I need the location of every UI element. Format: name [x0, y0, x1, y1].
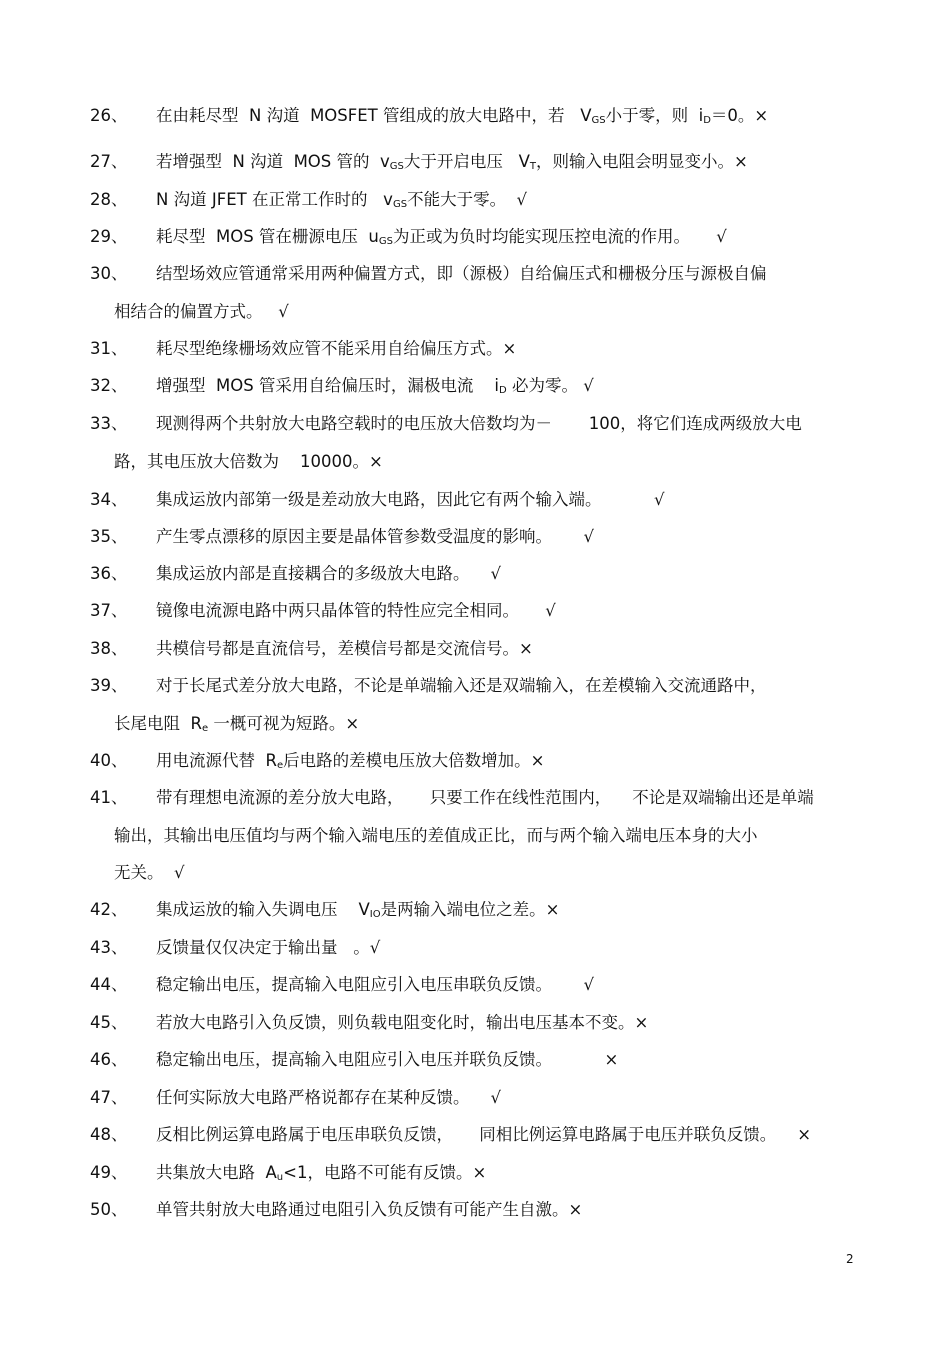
question-text	[156, 975, 594, 995]
subscript: GS	[392, 199, 408, 210]
question-text-continuation	[114, 452, 383, 472]
text-segment: 集成运放的输入失调电压 V	[156, 900, 370, 919]
question-number: 33、	[90, 414, 128, 433]
text-segment: 现测得两个共射放大电路空载时的电压放大倍数均为－ 100，将它们连成两级放大电	[156, 414, 802, 433]
text-segment: 单管共射放大电路通过电阻引入负反馈有可能产生自激。×	[156, 1200, 583, 1219]
subscript: T	[529, 161, 537, 172]
text-segment: 无关。 √	[114, 863, 185, 882]
text-segment: 若放大电路引入负反馈，则负载电阻变化时，输出电压基本不变。×	[156, 1013, 649, 1032]
text-segment: 耗尽型绝缘栅场效应管不能采用自给偏压方式。×	[156, 339, 517, 358]
question-number: 26、	[90, 106, 128, 125]
text-segment: 任何实际放大电路严格说都存在某种反馈。 √	[156, 1088, 501, 1107]
question-number: 34、	[90, 490, 128, 509]
question-number: 46、	[90, 1050, 128, 1069]
question-number: 50、	[90, 1200, 128, 1219]
question-text	[156, 676, 767, 696]
text-segment: 结型场效应管通常采用两种偏置方式，即（源极）自给偏压式和栅极分压与源极自偏	[156, 264, 767, 283]
question-text	[156, 1050, 618, 1070]
question-text	[156, 527, 594, 547]
text-segment: 大于开启电压 V	[403, 152, 530, 171]
question-text-continuation	[114, 826, 758, 846]
text-segment: 相结合的偏置方式。 √	[114, 301, 289, 321]
text-segment: 反馈量仅仅决定于输出量 。√	[156, 938, 381, 957]
question-text	[156, 152, 748, 175]
text-segment: 小于零，则 i	[605, 106, 704, 125]
question-number: 35、	[90, 527, 128, 546]
question-number: 44、	[90, 975, 128, 994]
text-segment: ＝0。×	[710, 106, 769, 125]
text-segment: 共模信号都是直流信号，差模信号都是交流信号。×	[156, 639, 533, 658]
text-segment: 一概可视为短路。×	[208, 713, 360, 733]
text-segment: ，则输入电阻会明显变小。×	[536, 152, 748, 171]
question-number: 48、	[90, 1125, 128, 1144]
question-text	[156, 376, 594, 399]
question-text	[156, 601, 556, 621]
question-text	[156, 1163, 486, 1186]
question-number: 42、	[90, 900, 128, 919]
question-number: 27、	[90, 152, 128, 171]
text-segment: 共集放大电路 A	[156, 1163, 277, 1182]
text-segment: 稳定输出电压，提高输入电阻应引入电压串联负反馈。 √	[156, 975, 594, 994]
question-number: 32、	[90, 376, 128, 395]
subscript: GS	[389, 161, 404, 172]
text-segment: 增强型 MOS 管采用自给偏压时，漏极电流 i	[156, 376, 499, 395]
question-number: 45、	[90, 1013, 128, 1032]
text-segment: 必为零。 √	[506, 376, 594, 395]
question-text	[156, 564, 501, 584]
text-segment: 为正或为负时均能实现压控电流的作用。 √	[393, 227, 727, 246]
question-number: 47、	[90, 1088, 128, 1107]
text-segment: 耗尽型 MOS 管在栅源电压 u	[156, 227, 379, 246]
question-number: 29、	[90, 227, 128, 246]
question-text	[156, 788, 814, 808]
text-segment: 用电流源代替 R	[156, 751, 277, 770]
text-segment: 长尾电阻 R	[114, 713, 202, 733]
subscript: IO	[369, 909, 381, 920]
question-text	[156, 414, 802, 434]
question-number: 36、	[90, 564, 128, 583]
question-number: 39、	[90, 676, 128, 695]
question-text	[156, 490, 664, 510]
page-number: 2	[846, 1252, 854, 1266]
question-text-continuation	[114, 714, 359, 737]
subscript: GS	[591, 115, 606, 126]
text-segment: 产生零点漂移的原因主要是晶体管参数受温度的影响。 √	[156, 527, 594, 546]
question-number: 28、	[90, 190, 128, 209]
text-segment: 稳定输出电压，提高输入电阻应引入电压并联负反馈。 ×	[156, 1050, 619, 1069]
subscript: GS	[378, 236, 393, 247]
text-segment: 反相比例运算电路属于电压串联负反馈， 同相比例运算电路属于电压并联负反馈。 ×	[156, 1125, 812, 1144]
question-text-continuation	[114, 302, 289, 322]
question-number: 49、	[90, 1163, 128, 1182]
question-number: 37、	[90, 601, 128, 620]
question-number: 38、	[90, 639, 128, 658]
subscript: D	[499, 385, 507, 396]
question-text	[156, 264, 767, 284]
subscript: D	[703, 115, 711, 126]
question-number: 31、	[90, 339, 128, 358]
text-segment: 在由耗尽型 N 沟道 MOSFET 管组成的放大电路中，若 V	[156, 106, 592, 125]
text-segment: 后电路的差模电压放大倍数增加。×	[283, 751, 545, 770]
text-segment: 对于长尾式差分放大电路，不论是单端输入还是双端输入，在差模输入交流通路中，	[156, 676, 767, 695]
subscript: e	[201, 722, 209, 734]
text-segment: 带有理想电流源的差分放大电路， 只要工作在线性范围内， 不论是双端输出还是单端	[156, 788, 814, 807]
text-segment: N 沟道 JFET 在正常工作时的 v	[156, 190, 393, 209]
question-text	[156, 1125, 811, 1145]
question-text	[156, 1200, 582, 1220]
text-segment: 若增强型 N 沟道 MOS 管的 v	[156, 152, 390, 171]
question-text	[156, 339, 516, 359]
subscript: e	[276, 760, 284, 771]
question-text	[156, 1013, 648, 1033]
text-segment: 集成运放内部是直接耦合的多级放大电路。 √	[156, 564, 501, 583]
question-text	[156, 751, 544, 774]
text-segment: 镜像电流源电路中两只晶体管的特性应完全相同。 √	[156, 601, 556, 620]
text-segment: 不能大于零。 √	[407, 190, 528, 209]
text-segment: 是两输入端电位之差。×	[380, 900, 560, 919]
text-segment: 路，其电压放大倍数为 10000。×	[114, 451, 383, 471]
question-number: 30、	[90, 264, 128, 283]
question-text	[156, 190, 527, 213]
question-number: 41、	[90, 788, 128, 807]
question-number: 40、	[90, 751, 128, 770]
question-text	[156, 639, 533, 659]
question-text	[156, 900, 559, 923]
text-segment: 输出，其输出电压值均与两个输入端电压的差值成正比，而与两个输入端电压本身的大小	[114, 825, 758, 845]
question-text-continuation	[114, 863, 185, 883]
question-text	[156, 938, 380, 958]
question-number: 43、	[90, 938, 128, 957]
question-text	[156, 106, 768, 129]
question-text	[156, 1088, 501, 1108]
subscript: u	[276, 1172, 284, 1183]
question-text	[156, 227, 727, 250]
text-segment: 集成运放内部第一级是差动放大电路，因此它有两个输入端。 √	[156, 490, 665, 509]
text-segment: <1，电路不可能有反馈。×	[283, 1163, 487, 1182]
